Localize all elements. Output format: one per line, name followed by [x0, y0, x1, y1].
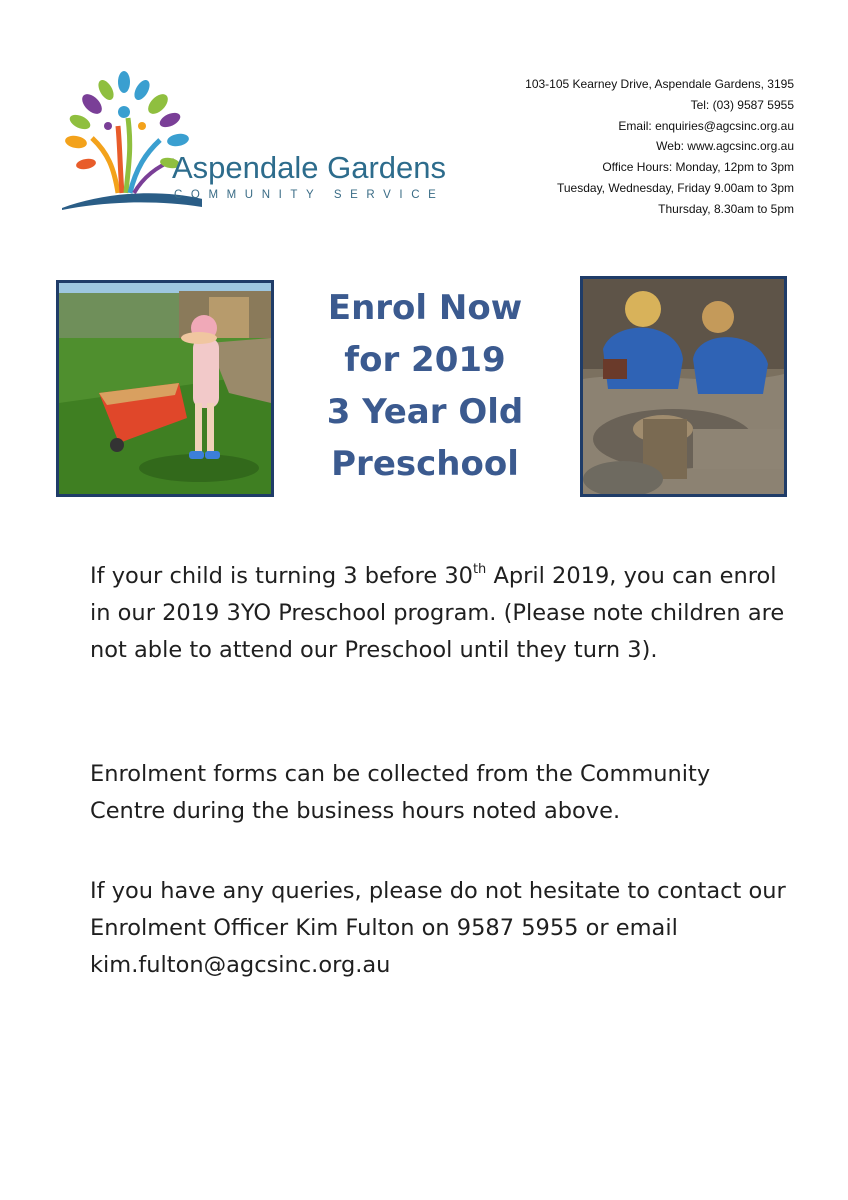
organisation-logo	[62, 68, 462, 223]
headline-line: Enrol Now	[327, 288, 523, 328]
photo-child-wheelbarrow	[56, 280, 274, 497]
headline-line: for 2019	[344, 340, 506, 380]
contact-paragraph: If you have any queries, please do not hesitate to contact our Enrolment Officer Kim Fulton on 9587 5955 or email kim.fulton@agcsinc.org.au	[90, 878, 786, 978]
contact-email[interactable]: Email: enquiries@agcsinc.org.au	[618, 118, 794, 133]
enrolment-forms-paragraph: Enrolment forms can be collected from the Community Centre during the business hours noted above.	[90, 761, 711, 824]
headline-line: 3 Year Old	[326, 392, 524, 432]
office-hours-tue-wed-fri: Tuesday, Wednesday, Friday 9.00am to 3pm	[556, 180, 794, 195]
contact-web[interactable]: Web: www.agcsinc.org.au	[656, 139, 794, 154]
contact-phone: Tel: (03) 9587 5955	[690, 97, 794, 112]
eligibility-paragraph	[90, 558, 790, 669]
enrol-headline	[284, 282, 566, 490]
contact-address: 103-105 Kearney Drive, Aspendale Gardens, 3195	[525, 77, 794, 91]
photo-children-sandpit	[580, 276, 787, 497]
office-hours-monday: Office Hours: Monday, 12pm to 3pm	[602, 160, 794, 175]
eligibility-text-end: April 2019, you can enrol in our 2019 3YO Preschool program. (Please note children are not able to attend our Preschool until they turn 3).	[90, 563, 785, 663]
headline-line: Preschool	[331, 444, 519, 484]
ordinal-suffix: th	[472, 562, 487, 577]
logo-subtitle: COMMUNITY SERVICE	[174, 189, 445, 201]
eligibility-text-start: If your child is turning 3 before 30	[90, 563, 473, 589]
office-hours-thursday: Thursday, 8.30am to 5pm	[658, 201, 794, 216]
contact-details	[525, 74, 794, 220]
logo-name: Aspendale Gardens	[172, 150, 447, 185]
